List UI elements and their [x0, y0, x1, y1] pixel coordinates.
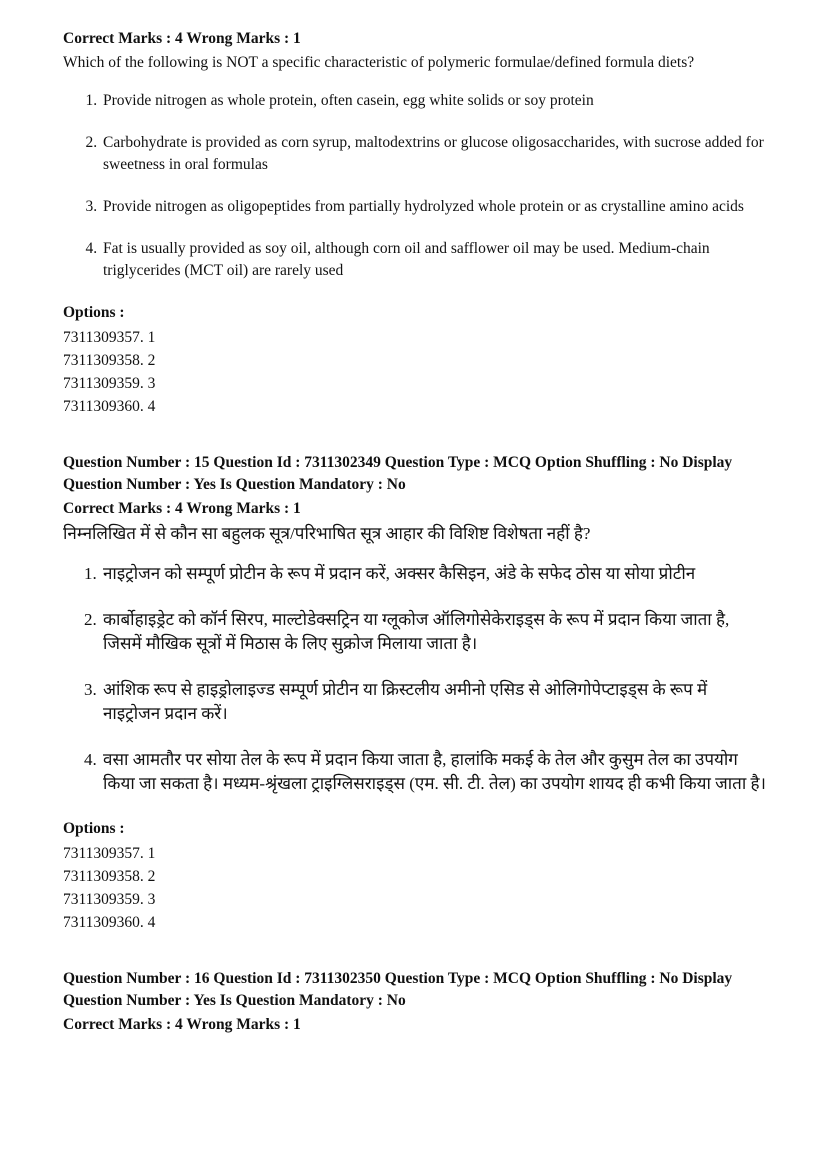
- marks-line: Correct Marks : 4 Wrong Marks : 1: [63, 500, 301, 517]
- marks-line: Correct Marks : 4 Wrong Marks : 1: [63, 30, 301, 47]
- choice-item-2: 2. Carbohydrate is provided as corn syrup, maltodextrins or glucose oligosaccharides, with sucrose added for sweetness in oral formulas: [101, 132, 768, 176]
- block-gap: [63, 934, 768, 968]
- choice-item-4: 4. Fat is usually provided as soy oil, although corn oil and safflower oil may be used. Medium-chain triglycerides (MCT oil) are rarely used: [101, 238, 768, 282]
- question-block-15: [63, 452, 768, 934]
- options-label: Options :: [63, 304, 125, 321]
- option-id-row-1: 7311309357. 1: [63, 329, 156, 346]
- question-text: Which of the following is NOT a specific characteristic of polymeric formulae/defined formula diets?: [63, 54, 695, 71]
- option-id-row-2: 7311309358. 2: [63, 868, 156, 885]
- choice-item-1: 1. Provide nitrogen as whole protein, often casein, egg white solids or soy protein: [101, 90, 768, 112]
- question-text: निम्नलिखित में से कौन सा बहुलक सूत्र/परिभाषित सूत्र आहार की विशिष्ट विशेषता नहीं है?: [63, 524, 591, 543]
- choice-list: [63, 90, 768, 282]
- option-id-row-3: 7311309359. 3: [63, 891, 156, 908]
- options-label: Options :: [63, 820, 125, 837]
- question-header: Question Number : 15 Question Id : 7311302349 Question Type : MCQ Option Shuffling : No Display Question Number : Yes Is Question Mandatory : No: [63, 454, 733, 493]
- option-id-row-1: 7311309357. 1: [63, 845, 156, 862]
- choice-item-4: 4. वसा आमतौर पर सोया तेल के रूप में प्रदान किया जाता है, हालांकि मकई के तेल और कुसुम तेल का उपयोग किया जा सकता है। मध्यम-श्रृंखला ट्राइग्लिसराइड्स (एम. सी. टी. तेल) का उपयोग शायद ही कभी किया जाता है।: [101, 748, 768, 796]
- question-header: Question Number : 16 Question Id : 7311302350 Question Type : MCQ Option Shuffling : No Display Question Number : Yes Is Question Mandatory : No: [63, 970, 733, 1009]
- option-id-row-4: 7311309360. 4: [63, 914, 156, 931]
- choice-item-2: 2. कार्बोहाइड्रेट को कॉर्न सिरप, माल्टोडेक्सट्रिन या ग्लूकोज ऑलिगोसेकेराइड्स के रूप में प्रदान किया जाता है, जिसमें मौखिक सूत्रों में मिठास के लिए सुक्रोज मिलाया जाता है।: [101, 608, 768, 656]
- option-id-row-2: 7311309358. 2: [63, 352, 156, 369]
- choice-item-3: 3. आंशिक रूप से हाइड्रोलाइज्ड सम्पूर्ण प्रोटीन या क्रिस्टलीय अमीनो एसिड से ओलिगोपेप्टाइड्स के रूप में नाइट्रोजन प्रदान करें।: [101, 678, 768, 726]
- choice-item-3: 3. Provide nitrogen as oligopeptides from partially hydrolyzed whole protein or as crystalline amino acids: [101, 196, 768, 218]
- question-block-16: [63, 968, 768, 1036]
- marks-line: Correct Marks : 4 Wrong Marks : 1: [63, 1016, 301, 1033]
- choice-list: [63, 562, 768, 796]
- block-gap: [63, 418, 768, 452]
- option-id-row-3: 7311309359. 3: [63, 375, 156, 392]
- question-block-14: [63, 28, 768, 418]
- choice-item-1: 1. नाइट्रोजन को सम्पूर्ण प्रोटीन के रूप में प्रदान करें, अक्सर कैसिइन, अंडे के सफेद ठोस या सोया प्रोटीन: [101, 562, 768, 586]
- option-id-row-4: 7311309360. 4: [63, 398, 156, 415]
